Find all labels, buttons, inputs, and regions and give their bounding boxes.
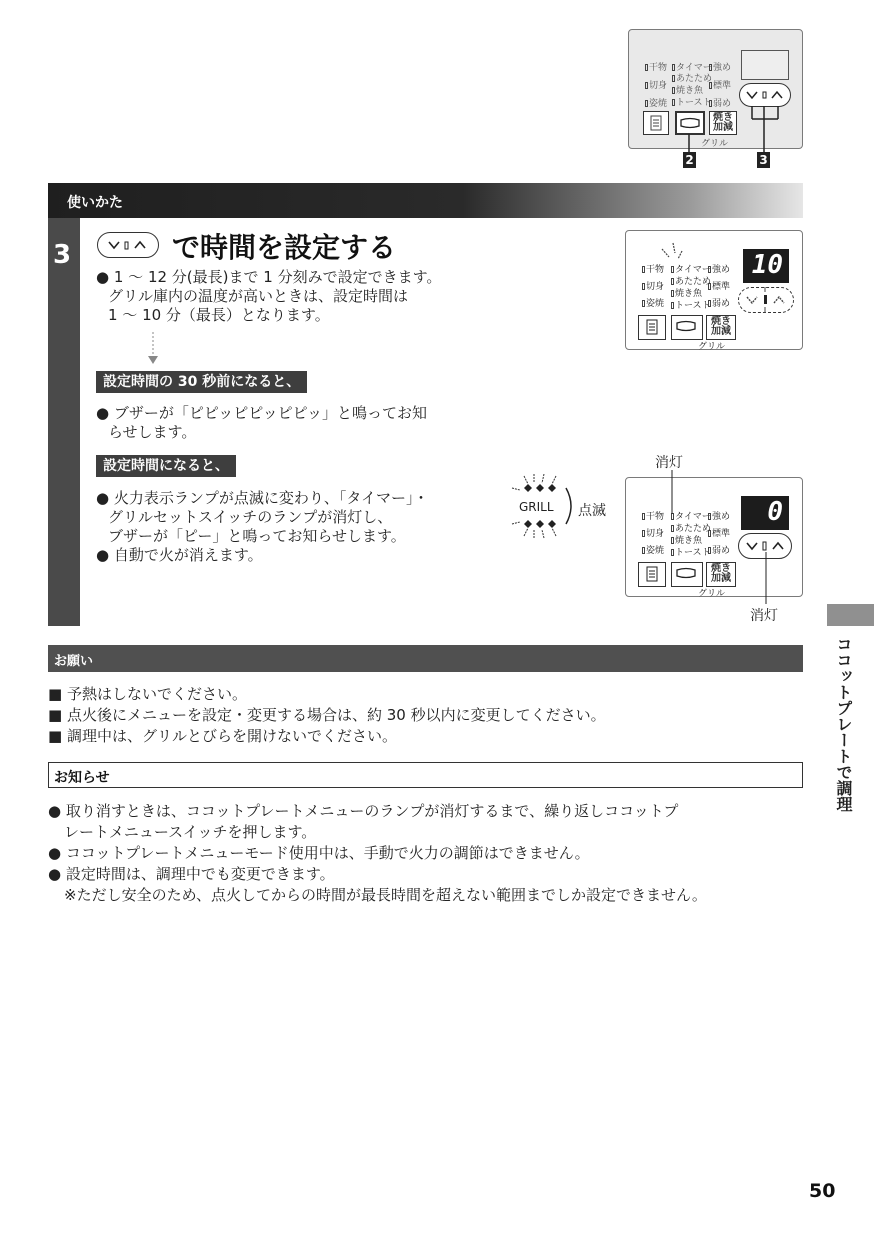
request-item: ■ 調理中は、グリルとびらを開けないでください。 [48,727,397,745]
off-label-top: 消灯 [655,455,683,471]
label-kirimi: 切身 [645,81,667,91]
label-yowame: 弱め [708,299,730,309]
usage-title: 使いかた [67,195,123,211]
sub-heading-time-up: 設定時間になると、 [96,455,236,477]
heading-up-down-button-icon [97,232,159,258]
page-number: 50 [809,1180,836,1202]
sub1-line-2: らせします。 [108,423,197,441]
label-hyoujun: 標準 [708,529,730,539]
chevron-up-down-blink-icon [738,287,794,313]
label-yakizakana: 焼き魚 [672,86,703,96]
request-bar [48,645,803,672]
notice-list [48,801,808,906]
sub2-line-2: グリルセットスイッチのランプが消灯し、 [108,508,393,526]
request-item: ■ 点火後にメニューを設定・変更する場合は、約 30 秒以内に変更してください。 [48,706,606,724]
sub2-line-1: ● 火力表示ランプが点滅に変わり、「タイマー」・ [96,489,429,507]
chevron-up-down-icon [97,232,159,258]
label-timer: タイマー [672,63,712,73]
menu-button[interactable] [638,315,666,340]
label-yakizakana: 焼き魚 [671,289,702,299]
grill-set-button[interactable] [671,315,703,340]
notice-title: お知らせ [54,770,110,786]
yaki-kagen-button[interactable]: 焼き 加減 [706,562,736,587]
down-arrow-icon [145,332,161,366]
notice-item: ● 取り消すときは、ココットプレートメニューのランプが消灯するまで、繰り返しココットプ [48,802,679,820]
step-heading: で時間を設定する [172,231,397,264]
label-yowame: 弱め [708,546,730,556]
step-bullets [96,268,516,325]
grill-label: グリル [701,139,729,149]
sub2-text [96,489,516,565]
label-atatame: あたため [672,74,712,84]
request-title: お願い [54,654,94,669]
notice-item-cont: レートメニュースイッチを押します。 [64,823,317,841]
label-toast: トースト [672,98,712,108]
label-timer: タイマー [671,512,711,522]
chapter-title: ココットプレートで調理 [834,636,853,812]
step-bullet-1: ● 1 ～ 12 分(最長)まで 1 分刻みで設定できます。 [96,268,442,286]
callout-lines [628,29,803,179]
time-display-10: 10 [743,249,789,283]
grill-plate-icon [672,316,700,337]
label-yakizakana: 焼き魚 [671,536,702,546]
label-higashi: 干物 [642,265,664,275]
step-bullet-2: グリル庫内の温度が高いときは、設定時間は [108,287,409,305]
label-sugata: 姿焼 [642,546,664,556]
sub2-line-3: ブザーが「ピー」と鳴ってお知らせします。 [108,527,406,545]
yaki-kagen-button[interactable]: 焼き 加減 [709,111,737,135]
grill-label: グリル [698,342,726,352]
callout-badge-3: 3 [757,152,770,168]
label-higashi: 干物 [645,63,667,73]
time-up-down-button-active[interactable] [738,287,794,313]
label-sugata: 姿焼 [642,299,664,309]
yaki-kagen-button[interactable]: 焼き 加減 [706,315,736,340]
timer-blink-icon [656,239,696,269]
step-number: 3 [53,240,72,270]
label-yowame: 弱め [709,99,731,109]
menu-icon [639,316,665,339]
notice-item: ● ココットプレートメニューモード使用中は、手動で火力の調節はできません。 [48,844,590,862]
sub1-line-1: ● ブザーが「ピピッピピッピピッ」と鳴ってお知 [96,404,428,422]
step-strip [48,218,80,626]
label-hyoujun: 標準 [709,81,731,91]
label-atatame: あたため [671,524,711,534]
grill-label: グリル [698,589,726,599]
label-hyoujun: 標準 [708,282,730,292]
notice-item: ● 設定時間は、調理中でも変更できます。 [48,865,335,883]
request-list [48,684,798,747]
off-callout-lines [660,470,780,610]
notice-item-note: ※ただし安全のため、点火してからの時間が最長時間を超えない範囲までしか設定できません。 [64,886,707,904]
label-toast: トースト [671,548,711,558]
step-bullet-3: 1 ～ 10 分（最長）となります。 [108,306,330,324]
label-tsuyome: 強め [709,63,731,73]
usage-section-bar [48,183,803,218]
label-tsuyome: 強め [708,512,730,522]
label-toast: トースト [671,301,711,311]
sub1-text [96,404,516,442]
sub-heading-30sec: 設定時間の 30 秒前になると、 [96,371,307,393]
sub2-line-4: ● 自動で火が消えます。 [96,546,263,564]
request-item: ■ 予熱はしないでください。 [48,685,247,703]
label-higashi: 干物 [642,512,664,522]
label-kirimi: 切身 [642,529,664,539]
chapter-tab [827,604,874,626]
label-timer: タイマー [671,265,711,275]
callout-badge-2: 2 [683,152,696,168]
notice-bar [48,762,803,788]
label-tsuyome: 強め [708,265,730,275]
label-kirimi: 切身 [642,282,664,292]
time-display-0: 0 [741,496,789,530]
control-panel-diagram-setting [625,230,803,350]
off-label-bottom: 消灯 [750,608,778,624]
label-sugata: 姿焼 [645,99,667,109]
blink-label: 点滅 [578,503,606,519]
label-atatame: あたため [671,277,711,287]
grill-lamp-label: GRILL [519,500,554,514]
